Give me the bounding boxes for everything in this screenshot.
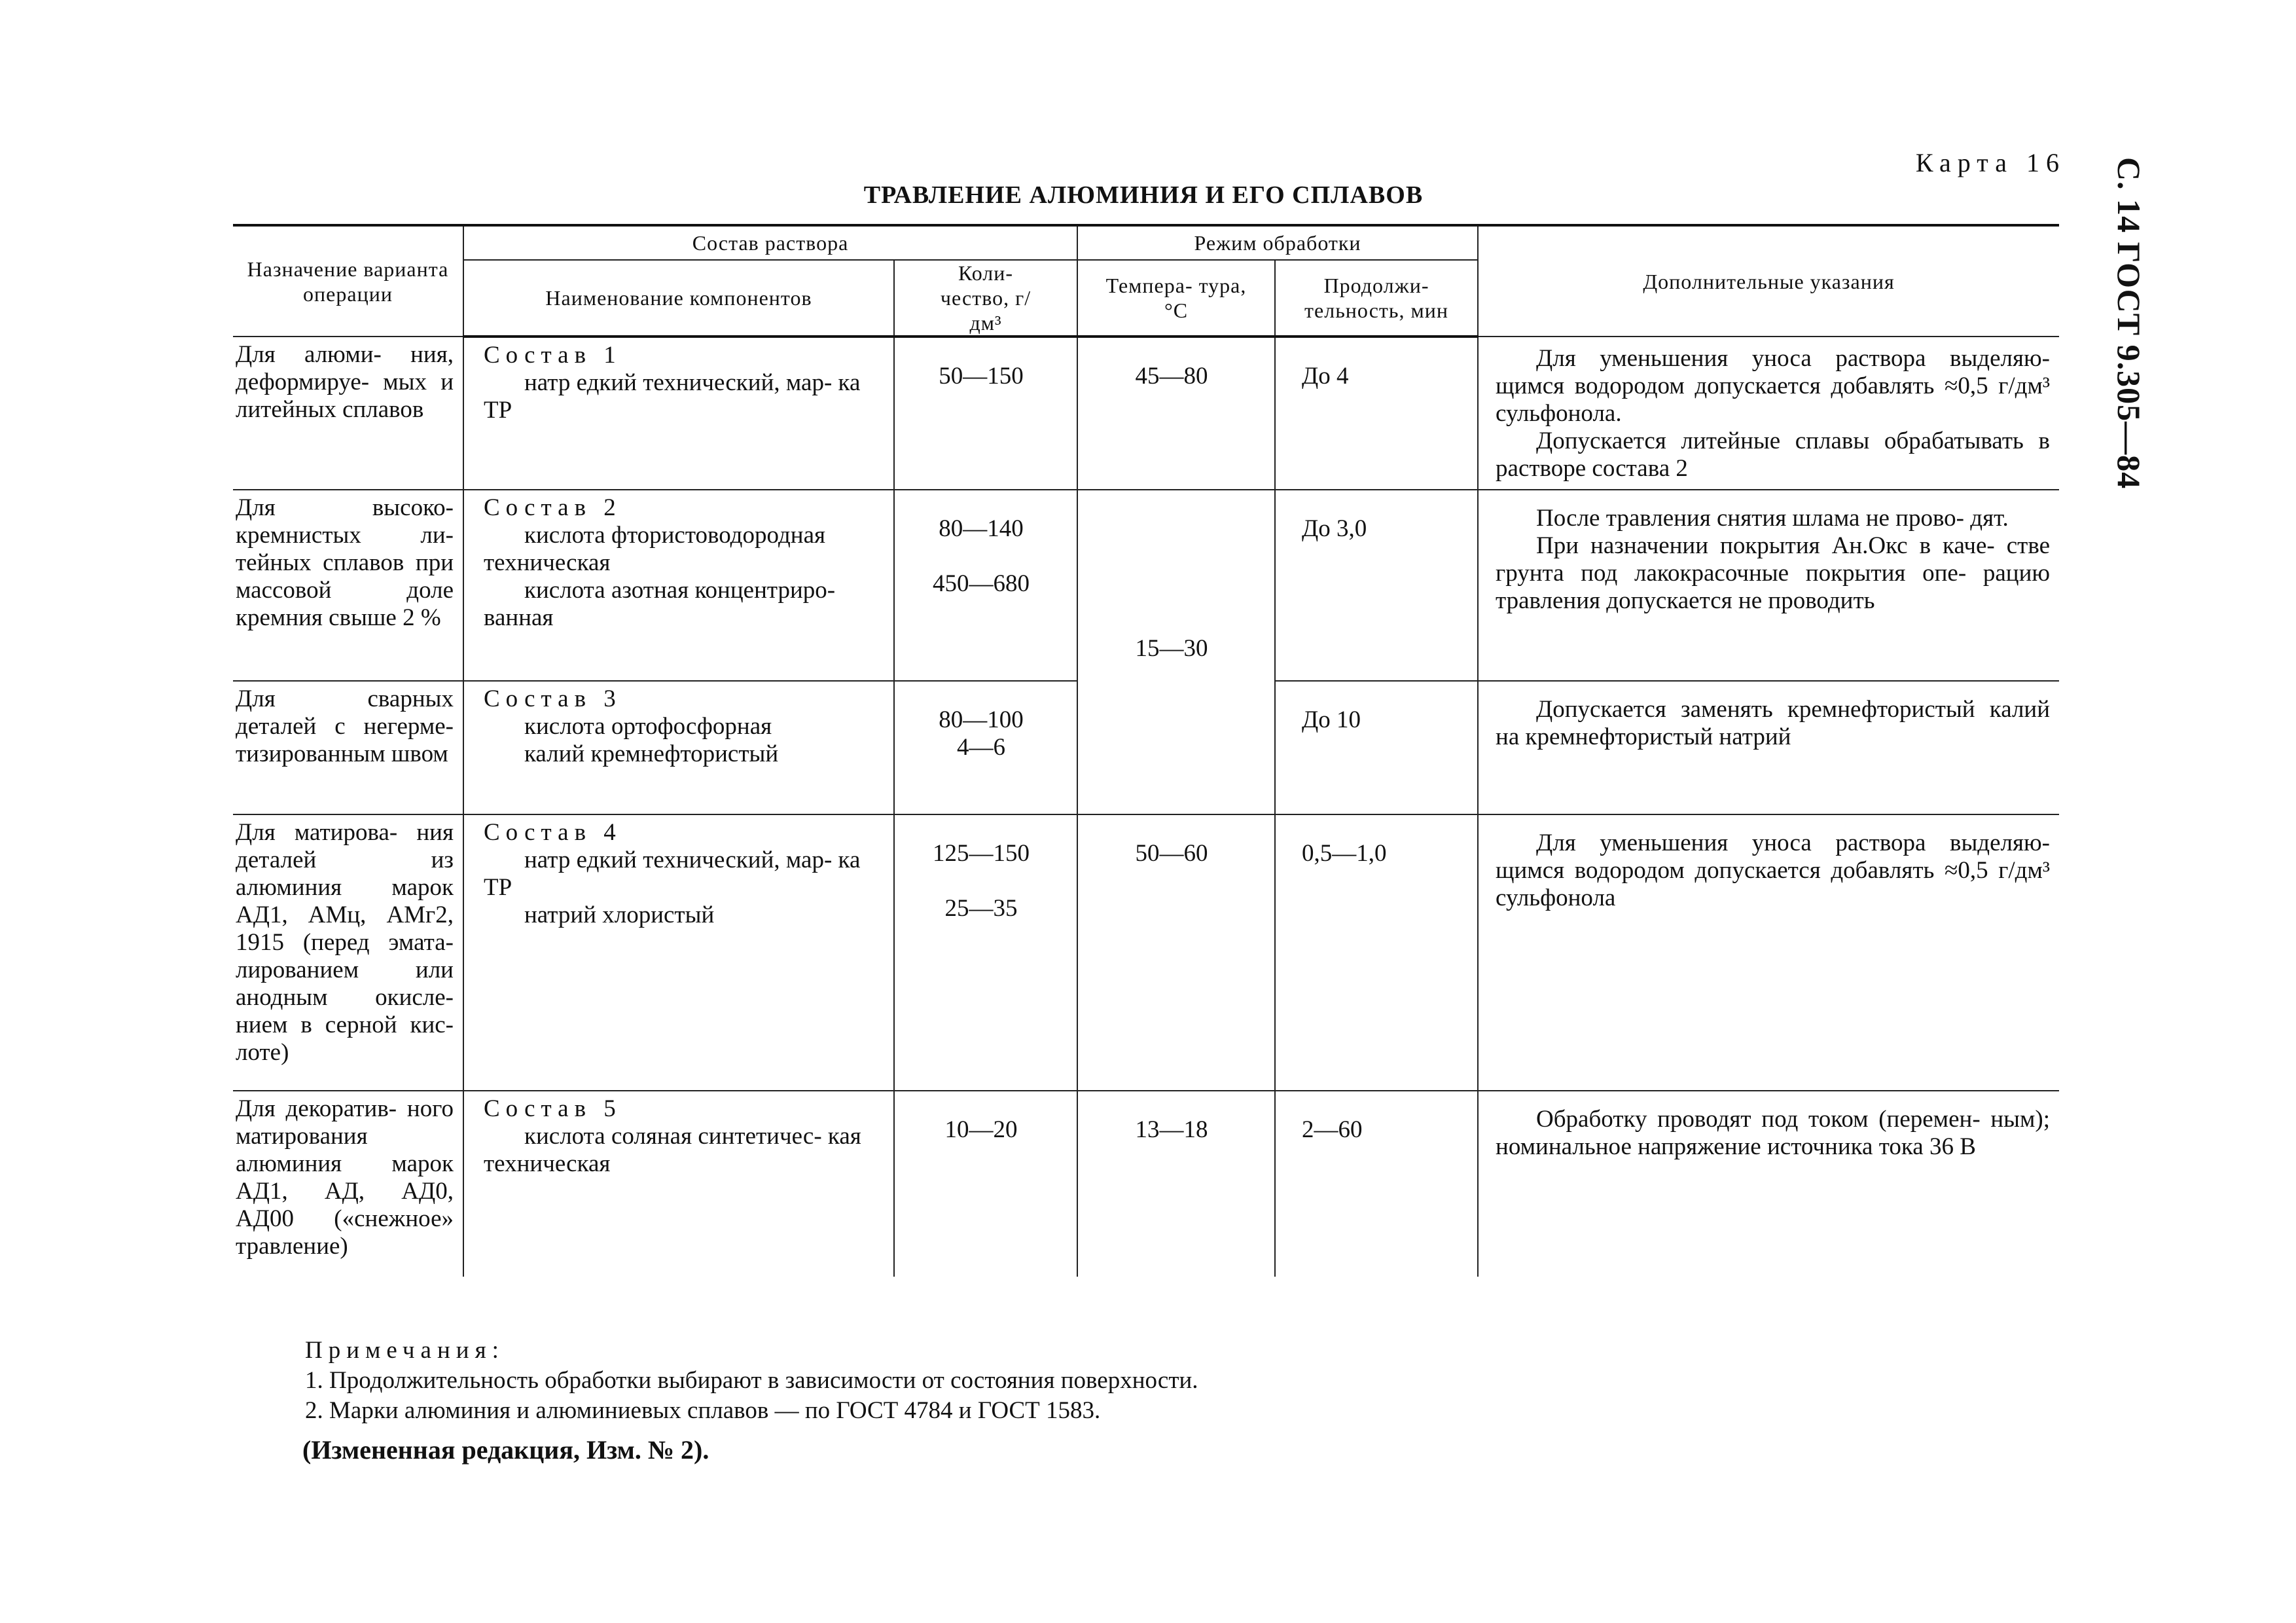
- etching-table: [233, 224, 2059, 1277]
- table-row: [233, 337, 2059, 490]
- temperature-cell: 45—80: [1077, 337, 1275, 490]
- component-amount: 10—20: [944, 1116, 1018, 1143]
- note-text: Для уменьшения уноса раствора выделяю- щимся водородом допускается добавлять ≈0,5 г/дм³ сульфонола: [1496, 830, 2051, 911]
- table-row: [233, 490, 2059, 681]
- temperature-cell: 13—18: [1077, 1091, 1275, 1277]
- footnote-item: 2. Марки алюминия и алюминиевых сплавов — по ГОСТ 4784 и ГОСТ 1583.: [305, 1397, 1101, 1424]
- composition-cell: [463, 814, 894, 1091]
- amendment-note: (Измененная редакция, Изм. № 2).: [302, 1435, 709, 1465]
- notes-cell: [1478, 490, 2059, 681]
- amount-cell: [894, 337, 1077, 490]
- temperature-cell: 15—30: [1077, 490, 1275, 814]
- card-number: Карта 16: [1915, 148, 2066, 177]
- purpose-cell: Для алюми- ния, деформируе- мых и литейных сплавов: [233, 337, 463, 490]
- note-text: Обработку проводят под током (перемен- ным); номинальное напряжение источника тока 36 В: [1496, 1106, 2051, 1160]
- component-name: кислота ортофосфорная: [524, 713, 772, 740]
- header-component-name: Наименование компонентов: [463, 260, 894, 337]
- note-text: Допускается литейные сплавы обрабатывать в растворе состава 2: [1496, 428, 2051, 482]
- amount-cell: [894, 490, 1077, 681]
- composition-label: Состав 2: [484, 494, 622, 521]
- duration-cell: До 10: [1275, 681, 1478, 814]
- footnotes-heading: Примечания:: [305, 1337, 505, 1364]
- component-amount: 25—35: [944, 895, 1018, 922]
- standard-reference: С. 14 ГОСТ 9.305—84: [2111, 157, 2147, 490]
- amount-cell: [894, 1091, 1077, 1277]
- component-name: калий кремнефтористый: [524, 740, 779, 767]
- footnotes: [302, 1336, 2007, 1465]
- purpose-cell: Для декоратив- ного матирования алюминия марок АД1, АД, АД0, АД00 («снежное» травление): [233, 1091, 463, 1277]
- duration-cell: 0,5—1,0: [1275, 814, 1478, 1091]
- component-amount: 4—6: [957, 734, 1005, 761]
- composition-cell: [463, 1091, 894, 1277]
- header-notes: Дополнительные указания: [1478, 225, 2059, 337]
- duration-cell: 2—60: [1275, 1091, 1478, 1277]
- amount-cell: [894, 681, 1077, 814]
- notes-cell: [1478, 337, 2059, 490]
- component-amount: 450—680: [933, 570, 1030, 597]
- component-amount: 80—140: [939, 515, 1024, 542]
- composition-cell: [463, 337, 894, 490]
- composition-label: Состав 1: [484, 342, 622, 369]
- composition-cell: [463, 490, 894, 681]
- note-text: При назначении покрытия Ан.Окс в каче- стве грунта под лакокрасочные покрытия опе- рацию травления допускается не проводить: [1496, 532, 2051, 614]
- page-title: ТРАВЛЕНИЕ АЛЮМИНИЯ И ЕГО СПЛАВОВ: [863, 181, 1424, 209]
- notes-cell: [1478, 814, 2059, 1091]
- duration-cell: До 3,0: [1275, 490, 1478, 681]
- temperature-cell: 50—60: [1077, 814, 1275, 1091]
- purpose-cell: Для матирова- ния деталей из алюминия марок АД1, АМц, АМг2, 1915 (перед эмата- лированием или анодным окисле- нием в серной кис- лоте): [233, 814, 463, 1091]
- composition-cell: [463, 681, 894, 814]
- table-row: [233, 1091, 2059, 1277]
- composition-label: Состав 4: [484, 819, 622, 846]
- notes-cell: [1478, 1091, 2059, 1277]
- table-row: [233, 814, 2059, 1091]
- component-name: натр едкий технический, мар- ка ТР: [484, 369, 861, 424]
- component-name: кислота азотная концентриро- ванная: [484, 577, 836, 631]
- header-duration: Продолжи- тельность, мин: [1275, 260, 1478, 337]
- component-name: кислота фтористоводородная техническая: [484, 522, 826, 576]
- header-amount: Коли- чество, г/дм³: [894, 260, 1077, 337]
- header-purpose: Назначение варианта операции: [233, 225, 463, 337]
- amount-cell: [894, 814, 1077, 1091]
- side-reference: [2087, 157, 2185, 490]
- component-name: натрий хлористый: [524, 902, 715, 928]
- component-name: натр едкий технический, мар- ка ТР: [484, 847, 861, 901]
- notes-cell: [1478, 681, 2059, 814]
- purpose-cell: Для высоко- кремнистых ли- тейных сплавов при массовой доле кремния свыше 2 %: [233, 490, 463, 681]
- purpose-cell: Для сварных деталей с негерме- тизированным швом: [233, 681, 463, 814]
- note-text: Для уменьшения уноса раствора выделяю- щимся водородом допускается добавлять ≈0,5 г/дм³ сульфонола.: [1496, 345, 2051, 427]
- composition-label: Состав 3: [484, 685, 622, 712]
- duration-cell: До 4: [1275, 337, 1478, 490]
- note-text: Допускается заменять кремнефтористый калий на кремнефтористый натрий: [1496, 696, 2051, 750]
- component-amount: 125—150: [933, 840, 1030, 867]
- component-name: кислота соляная синтетичес- кая техническая: [484, 1123, 861, 1177]
- header-mode-group: Режим обработки: [1077, 225, 1478, 260]
- header-temperature: Темпера- тура, °С: [1077, 260, 1275, 337]
- footnote-item: 1. Продолжительность обработки выбирают в зависимости от состояния поверхности.: [305, 1367, 1198, 1394]
- note-text: После травления снятия шлама не прово- дят.: [1536, 505, 2009, 532]
- component-amount: 80—100: [939, 706, 1024, 733]
- header-composition-group: Состав раствора: [463, 225, 1077, 260]
- component-amount: 50—150: [939, 363, 1024, 390]
- composition-label: Состав 5: [484, 1095, 622, 1122]
